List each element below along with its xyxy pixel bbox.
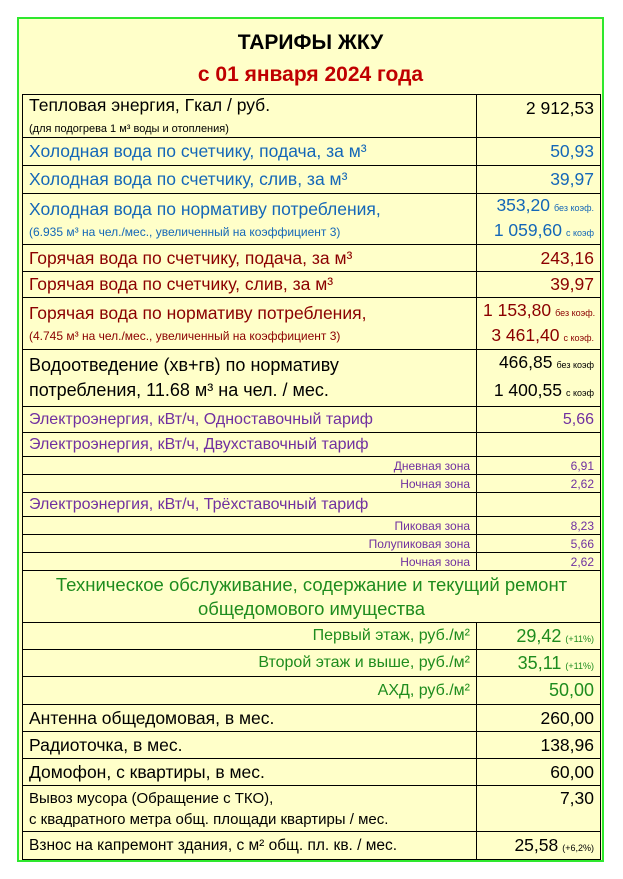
hot-norm-note1: без коэф. [555,307,596,318]
el-two-day-label: Дневная зона [23,457,477,475]
page-subtitle: с 01 января 2024 года [197,63,424,86]
garbage-label1: Вывоз мусора (Обращение с ТКО), [29,789,274,807]
cold-drain-label: Холодная вода по счетчику, слив, за м³ [23,166,477,194]
el-single-label: Электроэнергия, кВт/ч, Одноставочный тариф [23,407,477,433]
cold-norm-note1: без коэф. [553,203,594,213]
cold-norm-value2: 1 059,60 [493,220,562,240]
row-heat [23,95,601,138]
row-garbage [23,786,601,832]
page-title: ТАРИФЫ ЖКУ [237,31,384,54]
row-el-single [23,407,601,433]
hot-norm-label: Горячая вода по нормативу потребления, [29,303,367,323]
row-ahd [23,677,601,705]
row-hot-norm [23,298,601,350]
el-three-half-label: Полупиковая зона [23,535,477,553]
cold-supply-label: Холодная вода по счетчику, подача, за м³ [23,138,477,166]
heat-value: 2 912,53 [477,95,601,138]
row-radio [23,732,601,759]
second-floor-value: 35,11 [517,652,562,673]
el-two-night-value: 2,62 [477,475,601,493]
row-maintenance-heading [23,571,601,623]
intercom-label: Домофон, с квартиры, в мес. [23,759,477,786]
row-el-two-night [23,475,601,493]
el-three-peak-label: Пиковая зона [23,517,477,535]
row-el-two [23,433,601,457]
second-floor-label: Второй этаж и выше, руб./м² [23,650,477,677]
row-hot-drain [23,272,601,298]
garbage-value: 7,30 [477,786,601,832]
hot-norm-sub: (4.745 м³ на чел./мес., увеличенный на коэффициент 3) [29,329,341,343]
hot-supply-value: 243,16 [477,245,601,272]
el-two-night-label: Ночная зона [23,475,477,493]
hot-norm-value1: 1 153,80 [483,299,552,320]
heat-label: Тепловая энергия, Гкал / руб. [29,95,271,115]
first-floor-label: Первый этаж, руб./м² [23,623,477,650]
cold-norm-label: Холодная вода по нормативу потребления, [29,198,381,219]
antenna-value: 260,00 [477,705,601,732]
row-el-three [23,493,601,517]
row-cold-drain [23,166,601,194]
hot-supply-label: Горячая вода по счетчику, подача, за м³ [23,245,477,272]
el-three-half-value: 5,66 [477,535,601,553]
el-two-day-value: 6,91 [477,457,601,475]
row-cold-supply [23,138,601,166]
sewage-label1: Водоотведение (хв+гв) по нормативу [29,355,339,375]
ahd-label: АХД, руб./м² [23,677,477,705]
el-single-value: 5,66 [477,407,601,433]
cold-norm-value1: 353,20 [496,195,550,215]
radio-value: 138,96 [477,732,601,759]
el-three-night-label: Ночная зона [23,553,477,571]
ahd-value: 50,00 [477,677,601,705]
repair-value: 25,58 [514,835,559,855]
row-hot-supply [23,245,601,272]
antenna-label: Антенна общедомовая, в мес. [23,705,477,732]
sewage-value2: 1 400,55 [493,380,562,400]
intercom-value: 60,00 [477,759,601,786]
cold-supply-value: 50,93 [477,138,601,166]
hot-norm-note2: с коэф. [563,332,594,343]
row-el-three-night [23,553,601,571]
el-three-label: Электроэнергия, кВт/ч, Трёхставочный тариф [23,493,477,517]
heat-sub: (для подогрева 1 м³ воды и отопления) [29,123,229,135]
hot-norm-value2: 3 461,40 [491,324,560,345]
tariff-sheet [17,17,604,862]
second-floor-note: (+11%) [565,660,594,671]
sewage-note2: с коэф [565,388,594,398]
sewage-note1: без коэф [556,360,594,370]
maintenance-heading2: общедомового имущества [198,597,425,619]
radio-label: Радиоточка, в мес. [23,732,477,759]
sewage-value1: 466,85 [498,352,553,372]
hot-drain-label: Горячая вода по счетчику, слив, за м³ [23,272,477,298]
maintenance-heading1: Техническое обслуживание, содержание и текущий ремонт [55,573,568,595]
cold-norm-note2: с коэф [565,228,594,238]
row-antenna [23,705,601,732]
hot-drain-value: 39,97 [477,272,601,298]
row-first-floor [23,623,601,650]
row-cold-norm [23,194,601,245]
row-second-floor [23,650,601,677]
cold-norm-sub: (6.935 м³ на чел./мес., увеличенный на коэффициент 3) [29,224,341,239]
el-three-peak-value: 8,23 [477,517,601,535]
el-two-label: Электроэнергия, кВт/ч, Двухставочный тариф [23,433,477,457]
row-el-three-peak [23,517,601,535]
repair-label: Взнос на капремонт здания, с м² общ. пл. кв. / мес. [23,832,477,860]
sewage-label2: потребления, 11.68 м³ на чел. / мес. [29,380,329,400]
row-el-two-day [23,457,601,475]
repair-note: (+6,2%) [562,843,594,853]
tariff-table [22,94,601,860]
first-floor-note: (+11%) [565,633,594,644]
first-floor-value: 29,42 [516,625,562,646]
row-el-three-half [23,535,601,553]
garbage-label2: с квадратного метра общ. площади квартиры / мес. [29,810,389,828]
el-three-night-value: 2,62 [477,553,601,571]
row-repair [23,832,601,860]
cold-drain-value: 39,97 [477,166,601,194]
row-sewage [23,350,601,407]
row-intercom [23,759,601,786]
